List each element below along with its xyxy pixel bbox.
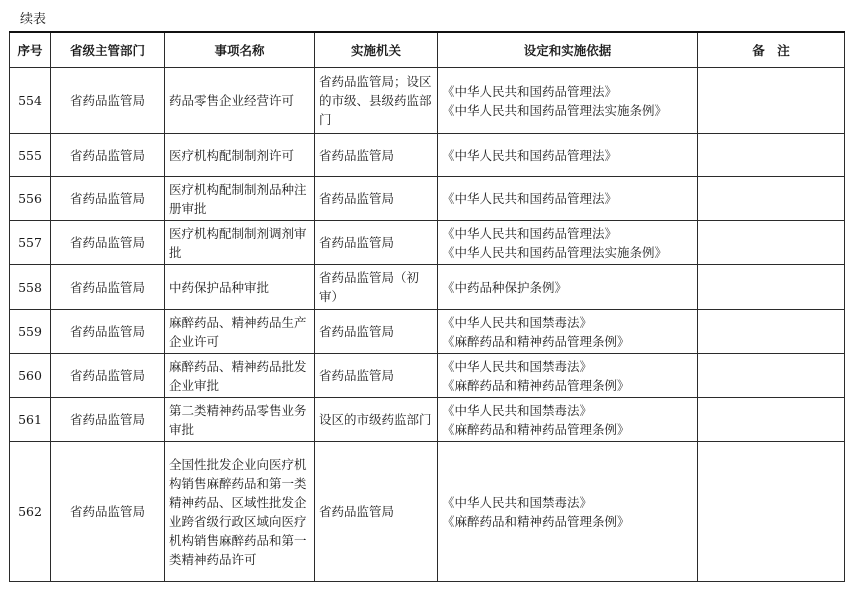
basis-line: 《麻醉药品和精神药品管理条例》 (442, 377, 630, 393)
header-no: 序号 (10, 32, 51, 68)
row-item: 麻醉药品、精神药品批发企业审批 (165, 354, 315, 398)
basis-line: 《麻醉药品和精神药品管理条例》 (442, 333, 630, 349)
row-number: 559 (10, 310, 51, 354)
header-note: 备 注 (698, 32, 845, 68)
row-note (698, 221, 845, 265)
row-agency: 省药品监管局 (315, 134, 438, 177)
row-basis (438, 354, 698, 398)
row-note (698, 265, 845, 310)
table-row (10, 442, 845, 582)
row-dept: 省药品监管局 (51, 398, 165, 442)
row-basis (438, 68, 698, 134)
row-basis (438, 177, 698, 221)
row-item: 药品零售企业经营许可 (165, 68, 315, 134)
row-agency: 省药品监管局 (315, 221, 438, 265)
row-item: 医疗机构配制制剂许可 (165, 134, 315, 177)
row-agency: 省药品监管局（初审） (315, 265, 438, 310)
row-dept: 省药品监管局 (51, 265, 165, 310)
row-number: 560 (10, 354, 51, 398)
row-agency: 省药品监管局 (315, 442, 438, 582)
row-item: 第二类精神药品零售业务审批 (165, 398, 315, 442)
row-note (698, 177, 845, 221)
row-basis (438, 310, 698, 354)
row-item: 全国性批发企业向医疗机构销售麻醉药品和第一类精神药品、区域性批发企业跨省级行政区域向医疗机构销售麻醉药品和第一类精神药品许可 (165, 442, 315, 582)
basis-line: 《麻醉药品和精神药品管理条例》 (442, 421, 630, 437)
row-note (698, 68, 845, 134)
row-number: 557 (10, 221, 51, 265)
row-agency: 设区的市级药监部门 (315, 398, 438, 442)
table-row (10, 310, 845, 354)
table-row (10, 354, 845, 398)
basis-line: 《中华人民共和国药品管理法实施条例》 (442, 244, 668, 260)
row-number: 562 (10, 442, 51, 582)
basis-line: 《中华人民共和国药品管理法》 (442, 225, 618, 241)
row-item: 麻醉药品、精神药品生产企业许可 (165, 310, 315, 354)
basis-line: 《中华人民共和国药品管理法实施条例》 (442, 102, 668, 118)
basis-line: 《中华人民共和国药品管理法》 (442, 191, 618, 206)
row-item: 中药保护品种审批 (165, 265, 315, 310)
row-basis (438, 442, 698, 582)
table-row (10, 68, 845, 134)
basis-line: 《中华人民共和国禁毒法》 (442, 314, 593, 330)
row-dept: 省药品监管局 (51, 221, 165, 265)
row-number: 558 (10, 265, 51, 310)
table-row (10, 265, 845, 310)
row-agency: 省药品监管局；设区的市级、县级药监部门 (315, 68, 438, 134)
row-number: 555 (10, 134, 51, 177)
table-header-row (10, 32, 845, 68)
table-row (10, 221, 845, 265)
row-note (698, 354, 845, 398)
basis-line: 《麻醉药品和精神药品管理条例》 (442, 513, 630, 529)
row-dept: 省药品监管局 (51, 442, 165, 582)
row-agency: 省药品监管局 (315, 177, 438, 221)
row-dept: 省药品监管局 (51, 68, 165, 134)
row-basis (438, 221, 698, 265)
header-item: 事项名称 (165, 32, 315, 68)
basis-line: 《中华人民共和国药品管理法》 (442, 147, 618, 163)
row-basis (438, 398, 698, 442)
basis-line: 《中华人民共和国禁毒法》 (442, 402, 593, 418)
row-number: 561 (10, 398, 51, 442)
basis-line: 《中华人民共和国禁毒法》 (442, 358, 593, 374)
row-item: 医疗机构配制制剂品种注册审批 (165, 177, 315, 221)
row-note (698, 398, 845, 442)
basis-line: 《中药品种保护条例》 (442, 279, 568, 295)
table-caption: 续表 (20, 12, 47, 27)
row-note (698, 442, 845, 582)
row-dept: 省药品监管局 (51, 134, 165, 177)
row-note (698, 310, 845, 354)
table-row (10, 134, 845, 177)
table-row (10, 398, 845, 442)
row-item: 医疗机构配制制剂调剂审批 (165, 221, 315, 265)
basis-line: 《中华人民共和国药品管理法》 (442, 83, 618, 99)
row-agency: 省药品监管局 (315, 354, 438, 398)
header-dept: 省级主管部门 (51, 32, 165, 68)
header-agency: 实施机关 (315, 32, 438, 68)
row-dept: 省药品监管局 (51, 177, 165, 221)
row-dept: 省药品监管局 (51, 354, 165, 398)
header-basis: 设定和实施依据 (438, 32, 698, 68)
row-agency: 省药品监管局 (315, 310, 438, 354)
row-basis (438, 134, 698, 177)
row-number: 556 (10, 177, 51, 221)
table-row (10, 177, 845, 221)
row-number: 554 (10, 68, 51, 134)
row-dept: 省药品监管局 (51, 310, 165, 354)
approval-items-table (9, 31, 845, 582)
row-basis (438, 265, 698, 310)
row-note (698, 134, 845, 177)
basis-line: 《中华人民共和国禁毒法》 (442, 494, 593, 510)
